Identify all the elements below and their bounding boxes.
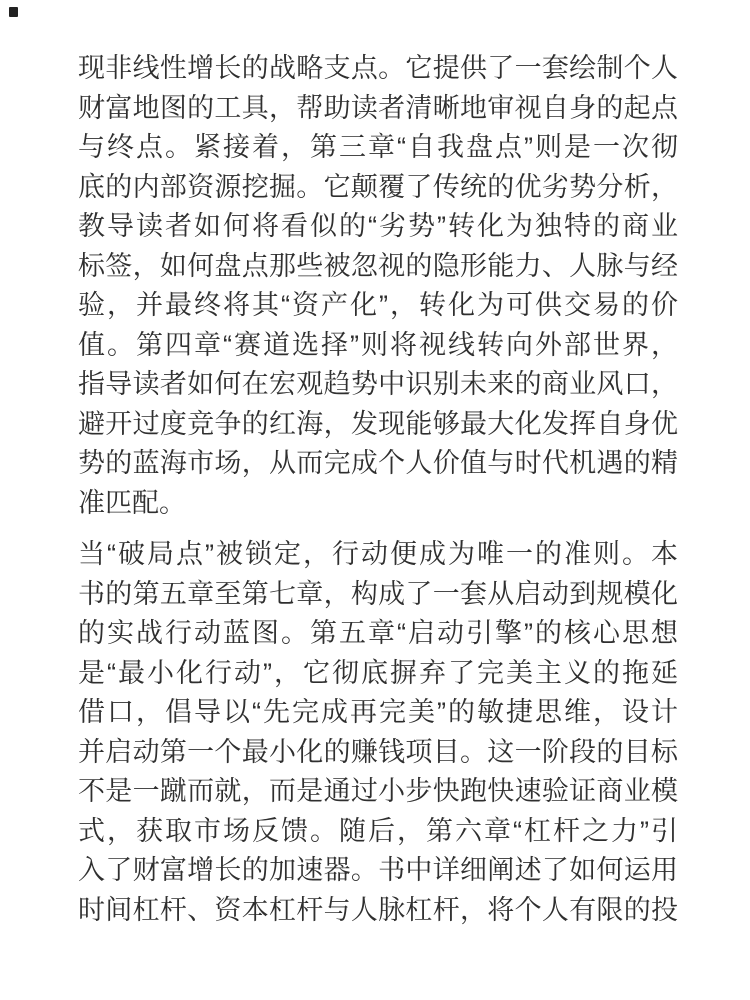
text-line: 现非线性增长的战略支点。它提供了一套绘制个人 [78,53,678,83]
paragraph [78,535,678,930]
text-line: 验，并最终将其“资产化”，转化为可供交易的价 [78,290,678,320]
text-line: 标签，如何盘点那些被忽视的隐形能力、人脉与经 [78,250,678,281]
text-line: 不是一蹴而就，而是通过小步快跑快速验证商业模 [78,776,678,806]
text-line: 并启动第一个最小化的赚钱项目。这一阶段的目标 [78,736,678,767]
corner-mark-icon [9,7,18,17]
text-line: 与终点。紧接着，第三章“自我盘点”则是一次彻 [78,132,678,162]
text-line: 财富地图的工具，帮助读者清晰地审视自身的起点 [78,92,678,123]
page-text-content [78,49,678,930]
text-line: 时间杠杆、资本杠杆与人脉杠杆，将个人有限的投 [78,894,678,925]
text-line: 借口，倡导以“先完成再完美”的敏捷思维，设计 [78,697,678,727]
text-line: 指导读者如何在宏观趋势中识别未来的商业风口， [78,369,678,399]
text-line: 准匹配。 [78,487,186,518]
text-line: 势的蓝海市场，从而完成个人价值与时代机遇的精 [78,448,678,478]
text-line: 是“最小化行动”，它彻底摒弃了完美主义的拖延 [78,657,678,688]
paragraph [78,49,678,523]
text-line: 底的内部资源挖掘。它颠覆了传统的优劣势分析， [78,171,678,202]
text-line: 书的第五章至第七章，构成了一套从启动到规模化 [78,578,678,609]
text-line: 当“破局点”被锁定，行动便成为唯一的准则。本 [78,539,678,569]
text-line: 式，获取市场反馈。随后，第六章“杠杆之力”引 [78,815,678,846]
text-line: 入了财富增长的加速器。书中详细阐述了如何运用 [78,855,678,885]
text-line: 避开过度竞争的红海，发现能够最大化发挥自身优 [78,408,678,439]
text-line: 值。第四章“赛道选择”则将视线转向外部世界， [78,329,678,360]
text-line: 教导读者如何将看似的“劣势”转化为独特的商业 [78,211,678,241]
text-line: 的实战行动蓝图。第五章“启动引擎”的核心思想 [78,618,678,648]
